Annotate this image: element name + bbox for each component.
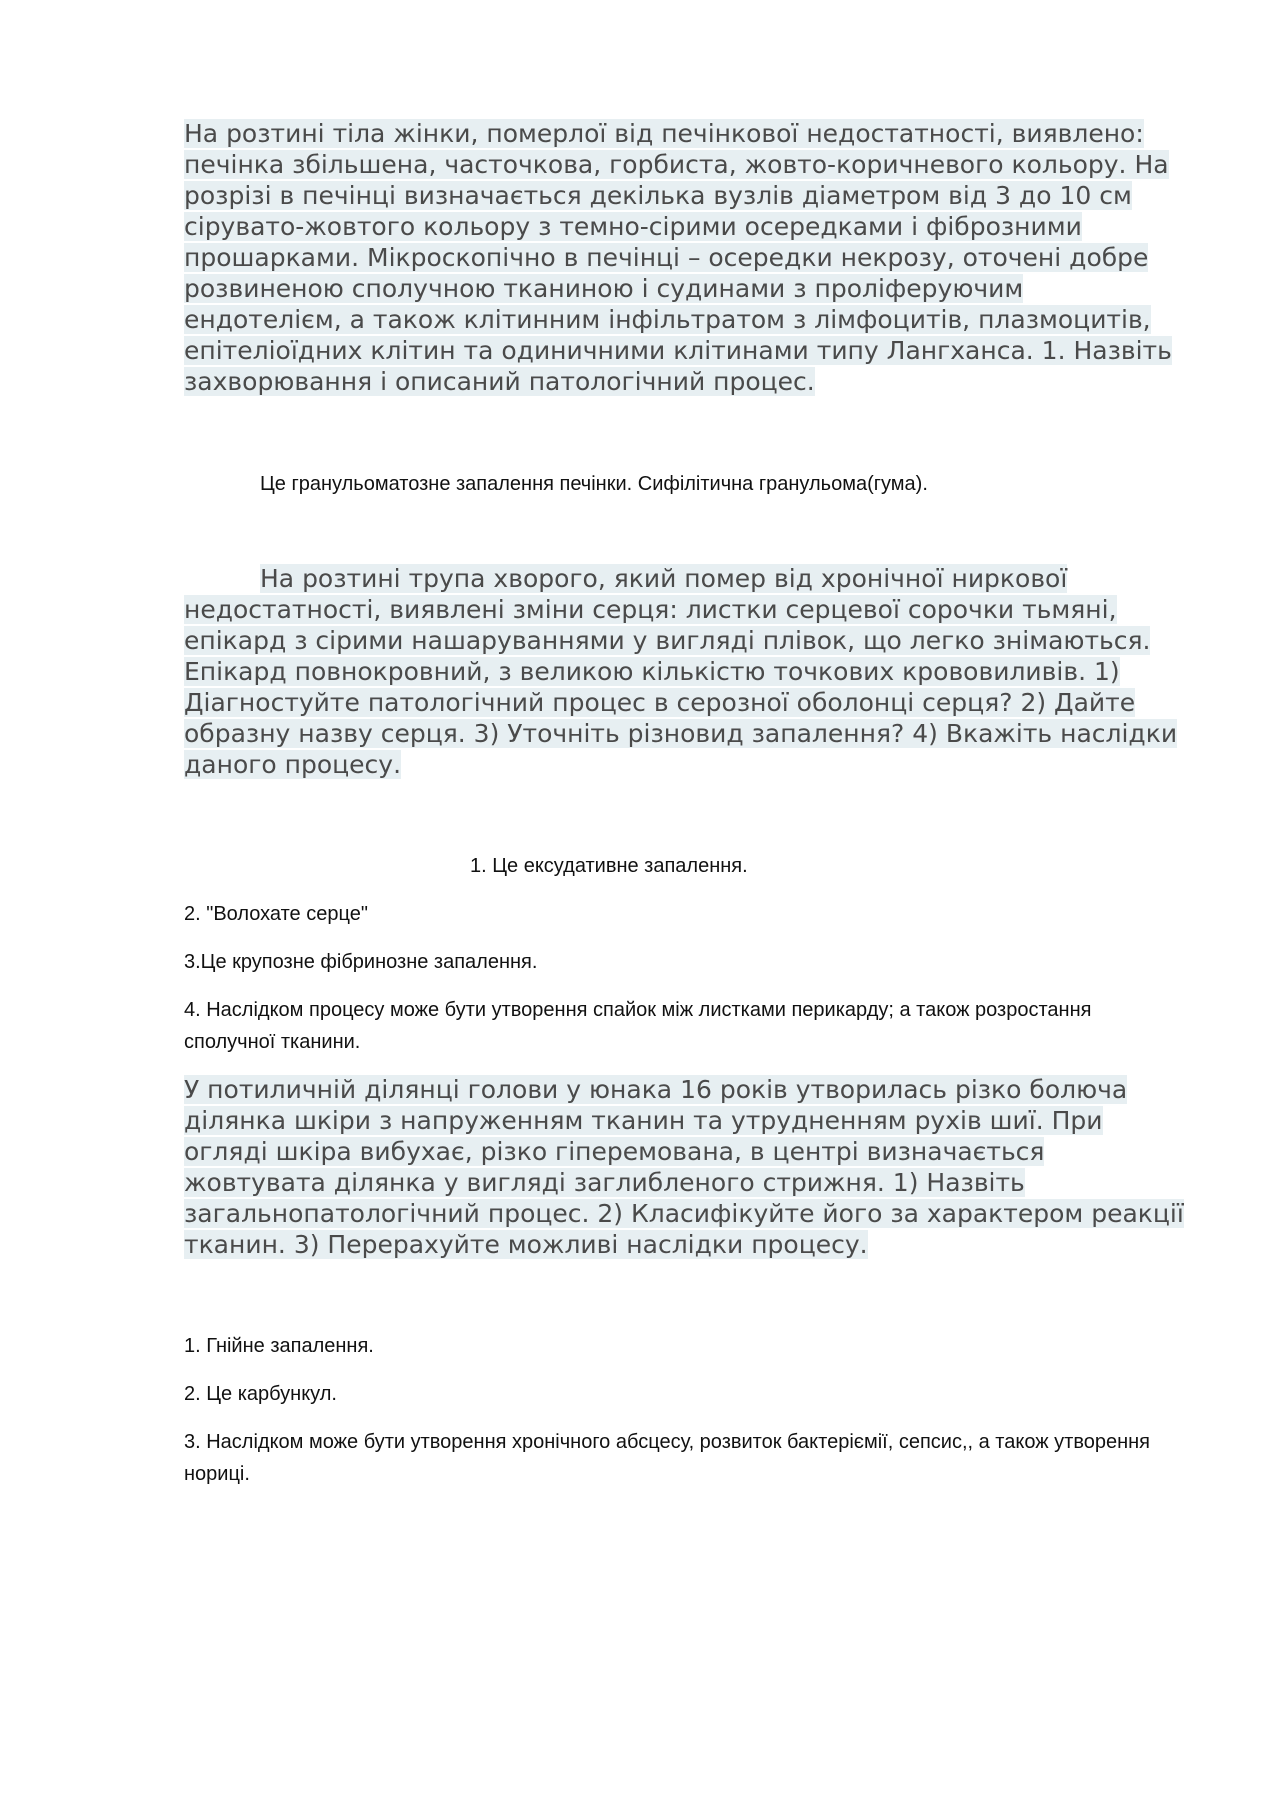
answer-3-item-3: 3. Наслідком може бути утворення хронічного абсцесу, розвиток бактеріємії, сепсис,, а також утворення нориці. (184, 1431, 1151, 1485)
answer-1: Це гранульоматозне запалення печінки. Сифілітична гранульома(гума). (260, 473, 928, 495)
question-1-text: На розтині тіла жінки, померлої від печінкової недостатності, виявлено: печінка збільшена, часточкова, горбиста, жовто-коричневого кольору. На розрізі в печінці визначається декілька вузлів діаметром від 3 до 10 см сірувато-жовтого кольору з темно-сірими осередками і фіброзними прошарками. Мікроскопічно в печінці – осередки некрозу, оточені добре розвиненою сполучною тканиною і судинами з проліферуючим ендотелієм, а також клітинним інфільтратом з лімфоцитів, плазмоцитів, епітеліоїдних клітин та одиничними клітинами типу Лангханса. 1. Назвіть захворювання і описаний патологічний процес. (184, 119, 1172, 396)
question-1 (184, 118, 1184, 397)
answer-3-item-1: 1. Гнійне запалення. (184, 1335, 374, 1357)
answer-2-item-2: 2. "Волохате серце" (184, 903, 368, 925)
question-2-text: На розтині трупа хворого, який помер від хронічної ниркової недостатності, виявлені зміни серця: листки серцевої сорочки тьмяні, епікард з сірими нашаруваннями у вигляді плівок, що легко знімаються. Епікард повнокровний, з великою кількістю точкових крововиливів. 1) Діагностуйте патологічний процес в серозної оболонці серця? 2) Дайте образну назву серця. 3) Уточніть різновид запалення? 4) Вкажіть наслідки даного процесу. (184, 564, 1178, 779)
answer-2-item-3: 3.Це крупозне фібринозне запалення. (184, 951, 538, 973)
question-3-text: У потиличній ділянці голови у юнака 16 років утворилась різко болюча ділянка шкіри з напруженням тканин та утрудненням рухів шиї. При огляді шкіра вибухає, різко гіперемована, в центрі визначається жовтувата ділянка у вигляді заглибленого стрижня. 1) Назвіть загальнопатологічний процес. 2) Класифікуйте його за характером реакції тканин. 3) Перерахуйте можливі наслідки процесу. (184, 1075, 1184, 1259)
question-2 (184, 563, 1184, 780)
question-3 (184, 1074, 1184, 1260)
answer-2-item-1: 1. Це ексудативне запалення. (470, 855, 748, 877)
answer-2-item-4: 4. Наслідком процесу може бути утворення спайок між листками перикарду; а також розростання сполучної тканини. (184, 999, 1092, 1053)
answer-3-item-2: 2. Це карбункул. (184, 1383, 337, 1405)
